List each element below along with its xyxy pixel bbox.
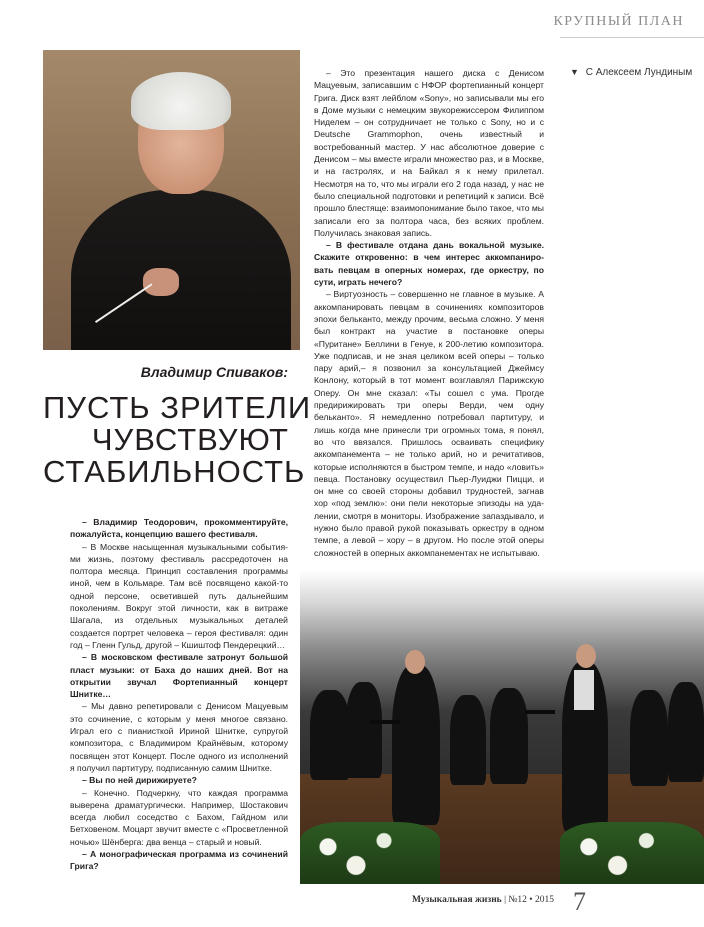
headline-line: ЧУВСТВУЮТ [91, 422, 289, 457]
answer-paragraph: – Мы давно репетировали с Денисом Мацуевым это сочинение, с которым у меня многое связано. Играл его с пианисткой Ириной Шнитке, супругой композитора, с Владимиром Крайнёвым, которому посвящен этот Концерт. После одного из исполнений я получил партитуру, подписанную самим Шнитке. [70, 701, 288, 773]
section-label: КРУПНЫЙ ПЛАН [553, 14, 684, 29]
interviewee-name: Владимир Спиваков: [140, 364, 288, 380]
question-paragraph: – А монографическая программа из сочинений Грига? [70, 849, 288, 872]
byline [570, 67, 692, 78]
conductor-figure [392, 665, 440, 825]
footer-line [412, 895, 554, 905]
concert-photo [300, 570, 704, 884]
flower-arrangement [300, 822, 440, 884]
header-rule [560, 37, 704, 38]
answer-paragraph: – Это презентация нашего диска с Денисом Мацуевым, записавшим с НФОР фортепианный концерт Грига. Диск взят лейблом «Sony», но записывали мы его в Доме музыки с немецким звукорежиссером Филиппом Ниделем – он сотрудничает не только с Sony, но и с Deutsche Grammophon, очень известный и востребованный мастер. У нас абсолютное доверие с Денисом – мы вместе играли множество раз, и в Москве, и на гастролях, и на Байкал я к нему прилетал. Несмотря на то, что мы играли его 2 года назад, у нас не было специальной подготовки и репетиций к записи. Всё прошло блестяще: взаимопонимание было такое, что мы записали его за полтора часа, без всяких проблем. Получилась знаковая запись. [314, 68, 544, 238]
portrait-hand [143, 268, 179, 296]
answer-paragraph: – В Москве насыщенная музыкальными событиями жизнь, поэтому фестиваль рассредоточен на полтора месяца. Принцип составления программы иной, чем в Кольмаре. Там всё посвящено какой-то одной персоне, осветившей путь дальнейшим поколениям. Вокруг этой личности, как в витраже Шагала, из отдельных музыкальных деталей создается портрет человека – героя фестиваля: один год – Гленн Гульд, другой – Кшиштоф Пендерецкий… [70, 541, 288, 650]
page-number: 7 [573, 887, 586, 916]
portrait-hair [131, 72, 231, 130]
portrait-body [71, 190, 291, 350]
answer-paragraph: – Конечно. Подчеркну, что каждая программа выверена драматургически. Например, Шостакович всегда любил соседство с Бахом, Гайдном или Бетховеном. Моцарт звучит вместе с «Просветленной ночью» Шёнберга: два венца – старый и новый. [70, 787, 288, 847]
byline-text: С Алексеем Лундиным [585, 67, 693, 78]
music-stand [525, 710, 555, 714]
question-paragraph: – В московском фестивале затронут большой пласт музыки: от Баха до наших дней. Вот на открытии звучал Фортепианный концерт Шнитке… [70, 652, 288, 700]
portrait-photo [43, 50, 300, 350]
question-paragraph: – В фестивале отдана дань вокальной музыке. Скажите откровенно: в чем интерес аккомпанировать певцам в оперных номерах, где оркестру, по сути, играть нечего? [314, 240, 544, 288]
answer-paragraph: – Виртуозность – совершенно не главное в музыке. А аккомпанировать певцам в сочинениях композиторов эпохи бельканто, между прочим, весьма сложно. У меня был контракт на участие в постановке оперы «Пуритане» Беллини в Генуе, к 200-летию композитора. Уже подписав, и не зная целиком всей оперы – только пару арий,– я позвонил за консультацией Джеймсу Конлону, который в тот момент возглавлял Парижскую Оперу. Он мне сказал: «Ты сошел с ума. Прогде предирижировать три оперы Верди, чем одну бельканто». Я немедленно потребовал партитуру, и лишь когда мне принесли три огромных тома, я понял, во что ввязался. Пришлось осваивать специфику аккомпанемента – не только арий, но и речитативов, которые исполняются в быстром темпе, и надо «ловить» певца. Постановку осуществил Пьер-Луиджи Пицци, и он мне со своей стороны добавил трудностей, загнав хор «под землю»: они пели некоторые эпизоды на удалении, смотря в мониторы. Изображение запаздывало, и нужно было правой рукой показывать оркестру в одном темпе, а левой – хору – в другом. Но после этой оперы сложностей в оперных аккомпанементах не испытываю. [314, 289, 544, 558]
orchestra-musician [346, 682, 382, 778]
orchestra-musician [490, 688, 528, 784]
question-paragraph: – Вы по ней дирижируете? [82, 775, 197, 786]
triangle-down-icon: ▼ [570, 67, 579, 77]
magazine-name: Музыкальная жизнь [411, 895, 502, 905]
orchestra-musician [310, 690, 350, 780]
conductor-face [405, 650, 425, 674]
footer-separator: | [504, 895, 506, 905]
orchestra-musician [668, 682, 704, 782]
headline-line: ПУСТЬ ЗРИТЕЛИ [43, 390, 312, 425]
flower-arrangement [560, 822, 704, 884]
violinist-face [576, 644, 596, 668]
question-paragraph: – Владимир Теодорович, прокомментируйте, пожалуйста, концепцию вашего фестиваля. [70, 517, 288, 540]
orchestra-musician [630, 690, 668, 786]
right-column-text [314, 67, 544, 559]
orchestra-musician [450, 695, 486, 785]
headline-line: СТАБИЛЬНОСТЬ [43, 454, 306, 489]
article-headline [43, 390, 312, 489]
left-column-text [70, 516, 288, 873]
issue-number: №12 • 2015 [508, 895, 554, 905]
violinist-shirt [574, 670, 594, 710]
music-stand [370, 720, 400, 724]
